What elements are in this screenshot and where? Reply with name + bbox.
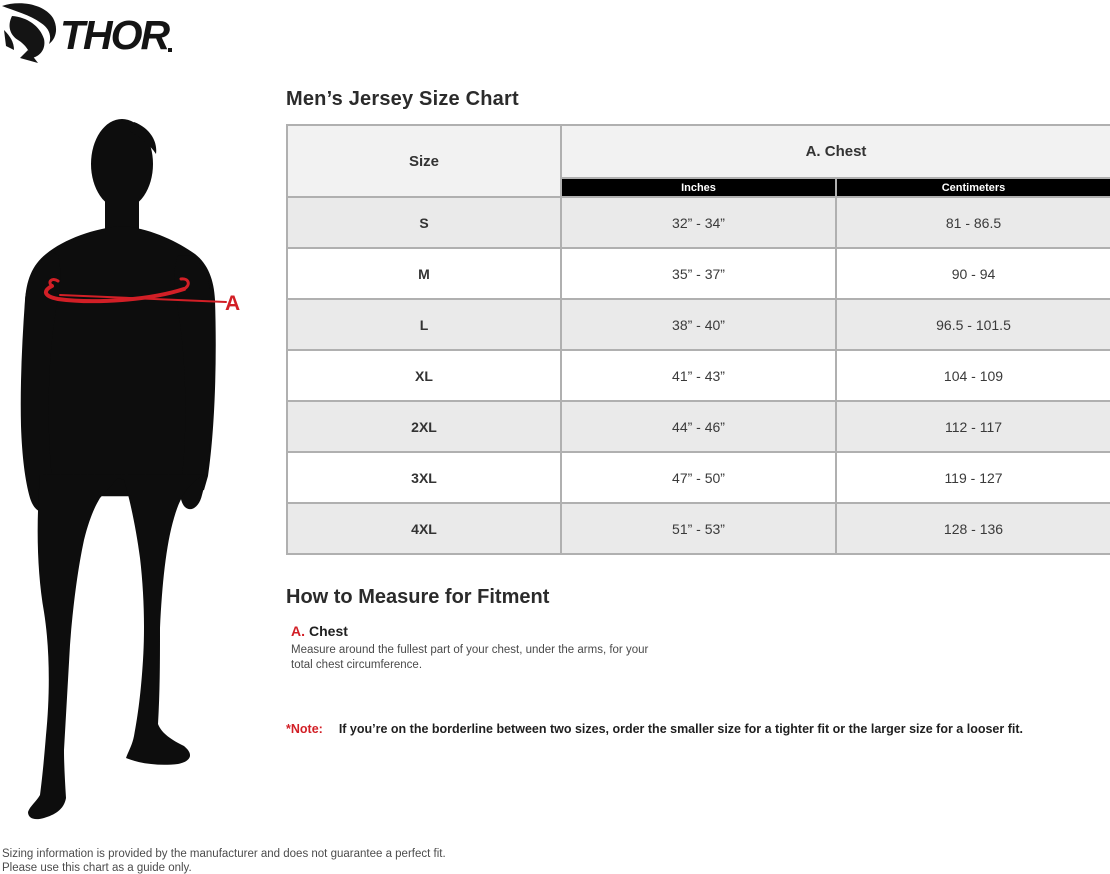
body-measurement-figure: [0, 100, 280, 822]
sizing-note: [286, 722, 1023, 736]
table-row: [287, 401, 1110, 452]
how-to-measure-title: How to Measure for Fitment: [286, 586, 550, 608]
table-row: [287, 452, 1110, 503]
cm-cell: 90 - 94: [836, 248, 1110, 299]
inches-cell: 32” - 34”: [561, 197, 836, 248]
table-row: [287, 299, 1110, 350]
table-row: [287, 350, 1110, 401]
chest-label: A: [225, 292, 241, 315]
brand-logo: [2, 2, 187, 64]
inches-cell: 38” - 40”: [561, 299, 836, 350]
column-header-chest: A. Chest: [561, 125, 1110, 178]
cm-cell: 81 - 86.5: [836, 197, 1110, 248]
table-row: [287, 197, 1110, 248]
table-row: [287, 248, 1110, 299]
size-chart-table: [286, 124, 1110, 555]
subcolumn-header-centimeters: Centimeters: [836, 178, 1110, 197]
size-cell: 2XL: [287, 401, 561, 452]
thor-wordmark: THOR: [60, 12, 169, 58]
cm-cell: 119 - 127: [836, 452, 1110, 503]
measure-name: Chest: [309, 623, 348, 639]
measure-item-heading: [291, 623, 691, 639]
footer-disclaimer: [2, 847, 446, 874]
inches-cell: 41” - 43”: [561, 350, 836, 401]
size-cell: 4XL: [287, 503, 561, 554]
size-cell: S: [287, 197, 561, 248]
inches-cell: 35” - 37”: [561, 248, 836, 299]
footer-disclaimer-line1: Sizing information is provided by the manufacturer and does not guarantee a perfect fit.: [2, 848, 446, 860]
inches-cell: 51” - 53”: [561, 503, 836, 554]
table-header-row: [287, 125, 1110, 178]
note-text: If you’re on the borderline between two sizes, order the smaller size for a tighter fit or the larger size for a looser fit.: [338, 722, 1023, 736]
table-row: [287, 503, 1110, 554]
size-cell: L: [287, 299, 561, 350]
size-cell: M: [287, 248, 561, 299]
measure-key: A.: [291, 623, 305, 639]
page-title: Men’s Jersey Size Chart: [286, 88, 519, 110]
cm-cell: 128 - 136: [836, 503, 1110, 554]
subcolumn-header-inches: Inches: [561, 178, 836, 197]
inches-cell: 47” - 50”: [561, 452, 836, 503]
measure-description: Measure around the fullest part of your chest, under the arms, for your total chest circumference.: [291, 644, 649, 672]
size-cell: XL: [287, 350, 561, 401]
cm-cell: 104 - 109: [836, 350, 1110, 401]
wordmark-dot: [168, 48, 172, 52]
column-header-size: Size: [287, 125, 561, 197]
cm-cell: 112 - 117: [836, 401, 1110, 452]
inches-cell: 44” - 46”: [561, 401, 836, 452]
footer-disclaimer-line2: Please use this chart as a guide only.: [2, 862, 192, 874]
size-cell: 3XL: [287, 452, 561, 503]
note-label: *Note:: [286, 722, 323, 736]
male-silhouette: [21, 119, 216, 819]
thor-goat-icon: [2, 3, 56, 63]
cm-cell: 96.5 - 101.5: [836, 299, 1110, 350]
male-silhouette-graphic: [0, 100, 280, 822]
measure-item-chest: [291, 623, 691, 673]
thor-logo-graphic: [2, 2, 187, 64]
